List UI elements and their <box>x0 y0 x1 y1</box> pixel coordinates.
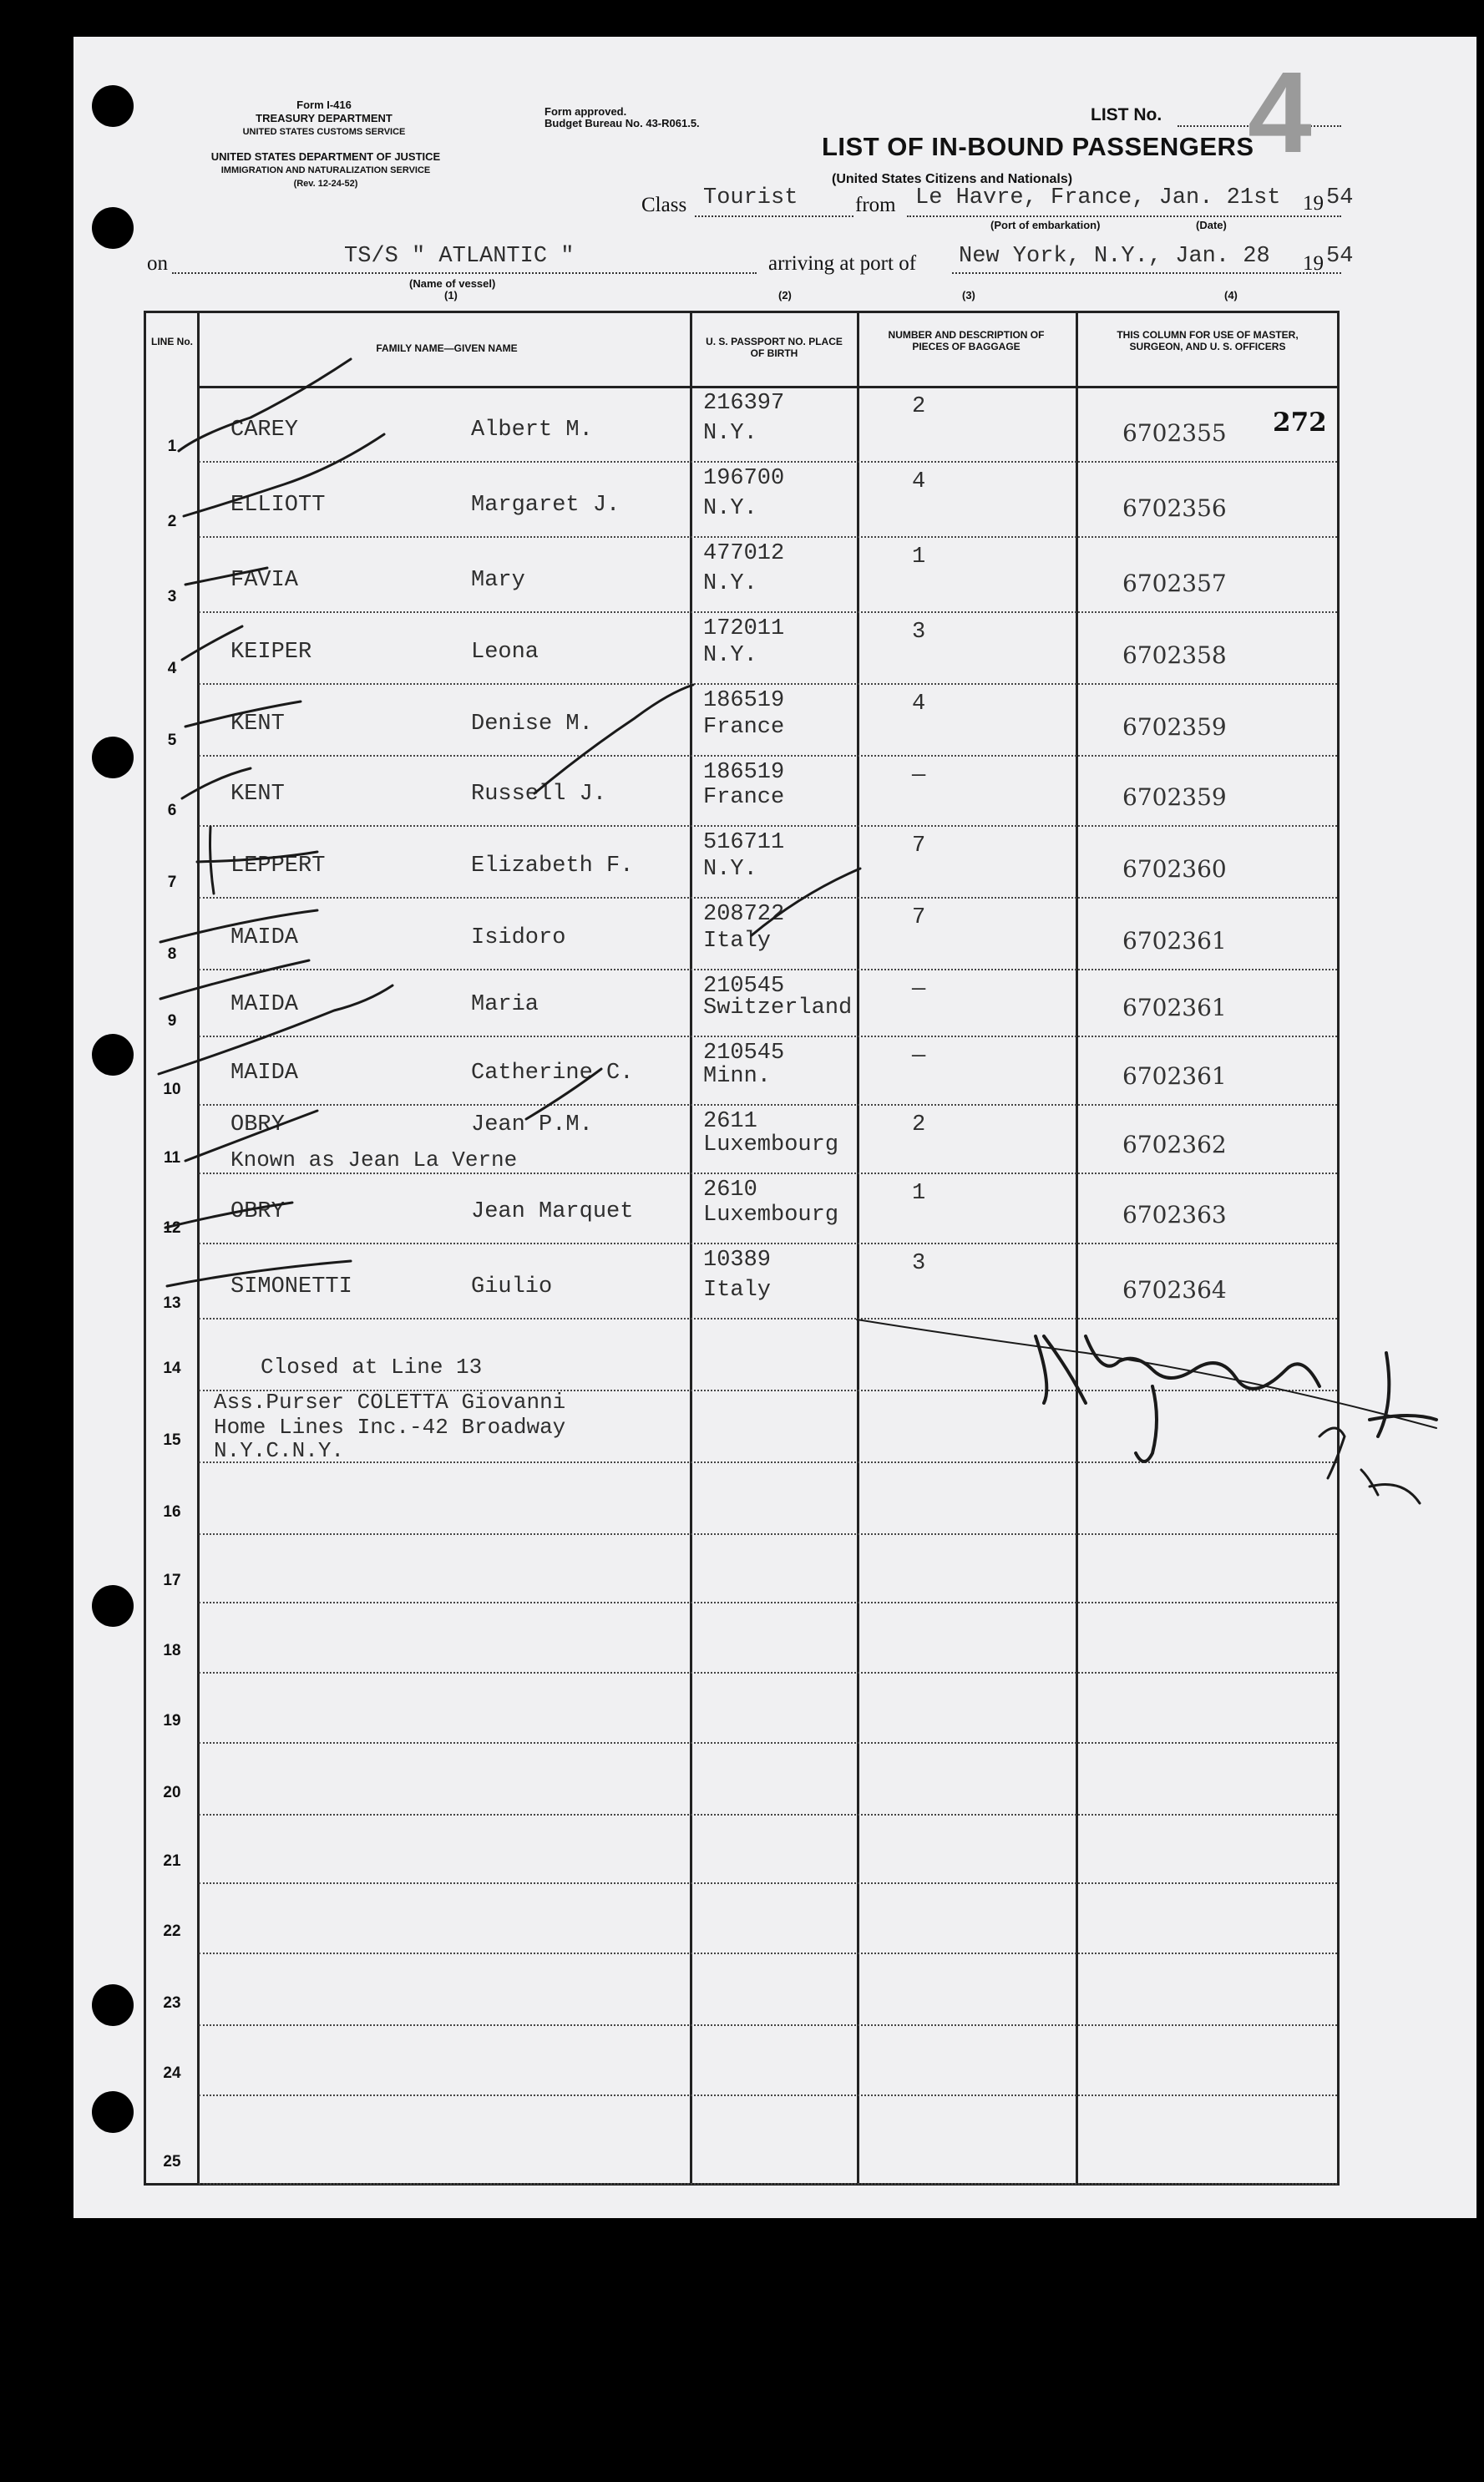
line-number: 13 <box>163 1294 181 1312</box>
header-baggage: NUMBER AND DESCRIPTION OF PIECES OF BAGGAGE <box>888 329 1045 352</box>
family-name: CAREY <box>230 418 299 443</box>
line-number: 23 <box>163 1994 181 2012</box>
checkmark <box>182 626 242 660</box>
col-3-label: (3) <box>962 289 975 301</box>
header-name: FAMILY NAME—GIVEN NAME <box>376 342 518 354</box>
given-name: Leona <box>471 640 539 665</box>
passport-number: 186519 <box>703 688 785 713</box>
header-passport: U. S. PASSPORT NO. PLACE OF BIRTH <box>706 336 843 359</box>
officer-number: 6702355 <box>1122 419 1227 447</box>
line-number: 19 <box>163 1712 181 1730</box>
officer-number: 6702363 <box>1122 1201 1227 1228</box>
line-number: 2 <box>167 513 177 530</box>
officer-number: 6702359 <box>1122 713 1227 741</box>
header-officers: THIS COLUMN FOR USE OF MASTER, SURGEON, AND U. S. OFFICERS <box>1117 329 1299 352</box>
family-name: OBRY <box>230 1112 285 1137</box>
family-name: KENT <box>230 782 285 807</box>
given-name: Catherine C. <box>471 1061 634 1086</box>
checkmark <box>179 359 351 451</box>
form-number: Form I-416 <box>296 99 352 111</box>
place-of-birth: N.Y. <box>703 643 757 668</box>
list-no-label: LIST No. <box>1091 105 1162 124</box>
place-of-birth: Italy <box>703 929 772 954</box>
officer-number: 6702356 <box>1122 494 1227 522</box>
checkmark <box>160 910 317 942</box>
baggage-count: 1 <box>912 1181 926 1206</box>
officer-number: 6702364 <box>1122 1276 1227 1304</box>
on-label: on <box>147 252 168 275</box>
officer-number: 6702362 <box>1122 1131 1227 1158</box>
vessel-label: (Name of vessel) <box>409 277 496 290</box>
given-name: Albert M. <box>471 418 593 443</box>
given-name: Mary <box>471 568 525 593</box>
alias-note: Known as Jean La Verne <box>230 1147 518 1173</box>
baggage-count: 2 <box>912 1112 926 1137</box>
officer-number: 6702361 <box>1122 994 1227 1021</box>
line-number: 3 <box>167 588 177 605</box>
list-title: LIST OF IN-BOUND PASSENGERS <box>822 132 1254 161</box>
checkmark <box>165 1203 292 1228</box>
officer-number: 6702360 <box>1122 855 1227 883</box>
officer-number: 6702358 <box>1122 641 1227 669</box>
col-2-label: (2) <box>778 289 792 301</box>
officer-number: 6702361 <box>1122 927 1227 955</box>
arriving-value: New York, N.Y., Jan. 28 <box>959 244 1270 269</box>
baggage-count: — <box>912 763 926 788</box>
line-number: 18 <box>163 1642 181 1659</box>
customs-label: UNITED STATES CUSTOMS SERVICE <box>242 127 406 137</box>
checkmark <box>526 1069 601 1119</box>
place-of-birth: Italy <box>703 1278 772 1303</box>
passport-number: 210545 <box>703 1041 785 1066</box>
place-of-birth: Switzerland <box>703 995 853 1021</box>
line-number: 16 <box>163 1503 181 1521</box>
from-year: 54 <box>1326 185 1354 210</box>
baggage-count: — <box>912 977 926 1002</box>
col-4-label: (4) <box>1224 289 1238 301</box>
passport-number: 10389 <box>703 1248 772 1273</box>
arriving-label: arriving at port of <box>768 252 917 275</box>
vessel-name: TS/S " ATLANTIC " <box>344 244 575 269</box>
place-of-birth: Luxembourg <box>703 1132 839 1157</box>
checkmark <box>185 1111 317 1161</box>
line-number: 11 <box>163 1149 181 1167</box>
class-value: Tourist <box>703 185 798 210</box>
list-subtitle: (United States Citizens and Nationals) <box>832 172 1073 186</box>
checkmark <box>752 869 860 935</box>
passport-number: 172011 <box>703 616 785 641</box>
passport-number: 196700 <box>703 466 785 491</box>
family-name: KEIPER <box>230 640 312 665</box>
arrive-year: 54 <box>1326 244 1354 269</box>
line-number: 7 <box>167 874 177 891</box>
given-name: Margaret J. <box>471 493 620 518</box>
line-number: 15 <box>163 1431 181 1449</box>
passport-number: 186519 <box>703 760 785 785</box>
officer-number: 6702359 <box>1122 783 1227 811</box>
passport-number: 477012 <box>703 541 785 566</box>
family-name: SIMONETTI <box>230 1274 352 1299</box>
place-of-birth: N.Y. <box>703 496 757 521</box>
place-of-birth: N.Y. <box>703 571 757 596</box>
justice-label: UNITED STATES DEPARTMENT OF JUSTICE <box>210 150 441 163</box>
line-number: 17 <box>163 1572 181 1589</box>
line-number: 9 <box>167 1012 177 1030</box>
checkmark <box>185 568 267 585</box>
checkmark <box>197 827 317 894</box>
form-approved: Form approved. <box>544 105 627 118</box>
family-name: LEPPERT <box>230 854 326 879</box>
baggage-count: 1 <box>912 545 926 570</box>
place-of-birth: France <box>703 715 785 740</box>
line-number: 8 <box>167 945 177 963</box>
col-1-label: (1) <box>444 289 458 301</box>
place-of-birth: France <box>703 785 785 810</box>
header-line-no: LINE No. <box>151 336 193 347</box>
baggage-count: 3 <box>912 620 926 645</box>
line-number: 25 <box>163 2153 181 2170</box>
given-name: Jean P.M. <box>471 1112 593 1137</box>
passport-number: 208722 <box>703 902 785 927</box>
family-name: ELLIOTT <box>230 493 326 518</box>
family-name: FAVIA <box>230 568 299 593</box>
place-of-birth: N.Y. <box>703 421 757 446</box>
baggage-count: 4 <box>912 469 926 494</box>
passport-number: 210545 <box>703 974 785 999</box>
from-label: from <box>855 194 896 216</box>
passport-number: 2611 <box>703 1109 757 1134</box>
company-note: Home Lines Inc.-42 Broadway <box>214 1415 566 1440</box>
line-number: 6 <box>167 802 177 819</box>
baggage-count: 3 <box>912 1251 926 1276</box>
family-name: OBRY <box>230 1199 285 1224</box>
ins-label: IMMIGRATION AND NATURALIZATION SERVICE <box>220 165 431 175</box>
baggage-count: 2 <box>912 394 926 419</box>
rev-label: (Rev. 12-24-52) <box>293 179 358 189</box>
given-name: Russell J. <box>471 782 607 807</box>
place-of-birth: Minn. <box>703 1064 772 1089</box>
place-of-birth: N.Y. <box>703 857 757 882</box>
family-name: MAIDA <box>230 992 299 1017</box>
line-number: 21 <box>163 1852 181 1870</box>
line-number: 1 <box>167 438 177 455</box>
line-number: 10 <box>163 1081 181 1098</box>
baggage-count: 7 <box>912 833 926 859</box>
list-number: 4 <box>1248 48 1312 177</box>
budget-bureau: Budget Bureau No. 43-R061.5. <box>544 117 700 129</box>
line-number: 5 <box>167 732 177 749</box>
passport-number: 216397 <box>703 391 785 416</box>
from-year-prefix: 19 <box>1303 192 1324 215</box>
checkmark <box>184 434 384 516</box>
family-name: MAIDA <box>230 1061 299 1086</box>
given-name: Denise M. <box>471 712 593 737</box>
passport-number: 516711 <box>703 830 785 855</box>
officer-signature <box>1036 1336 1436 1461</box>
line-number: 20 <box>163 1784 181 1801</box>
given-name: Maria <box>471 992 539 1017</box>
baggage-count: — <box>912 1044 926 1069</box>
treasury-label: TREASURY DEPARTMENT <box>256 112 393 124</box>
family-name: MAIDA <box>230 925 299 950</box>
officer-number: 6702361 <box>1122 1062 1227 1090</box>
checkmark <box>182 768 251 798</box>
baggage-count: 7 <box>912 905 926 930</box>
port-embark-label: (Port of embarkation) <box>990 219 1101 231</box>
line-number: 12 <box>163 1219 181 1237</box>
family-name: KENT <box>230 712 285 737</box>
line-number: 24 <box>163 2064 181 2082</box>
line-number: 14 <box>163 1360 181 1377</box>
tally-number: 272 <box>1273 408 1327 438</box>
officer-number: 6702357 <box>1122 570 1227 597</box>
given-name: Giulio <box>471 1274 553 1299</box>
checkmark <box>167 1261 351 1286</box>
date-label: (Date) <box>1196 219 1227 231</box>
checkmark <box>159 985 393 1074</box>
checkmark <box>160 960 309 999</box>
from-value: Le Havre, France, Jan. 21st <box>915 185 1281 210</box>
given-name: Jean Marquet <box>471 1199 634 1224</box>
city-note: N.Y.C.N.Y. <box>214 1438 345 1463</box>
line-number: 22 <box>163 1922 181 1940</box>
passport-number: 2610 <box>703 1178 757 1203</box>
purser-note: Ass.Purser COLETTA Giovanni <box>214 1390 566 1415</box>
checkmark <box>534 685 693 793</box>
baggage-count: 4 <box>912 691 926 717</box>
place-of-birth: Luxembourg <box>703 1203 839 1228</box>
closed-note: Closed at Line 13 <box>261 1355 483 1380</box>
given-name: Elizabeth F. <box>471 854 634 879</box>
class-label: Class <box>641 194 687 216</box>
given-name: Isidoro <box>471 925 566 950</box>
line-number: 4 <box>167 660 177 677</box>
arrive-year-prefix: 19 <box>1303 252 1324 275</box>
checkmark <box>185 702 301 727</box>
